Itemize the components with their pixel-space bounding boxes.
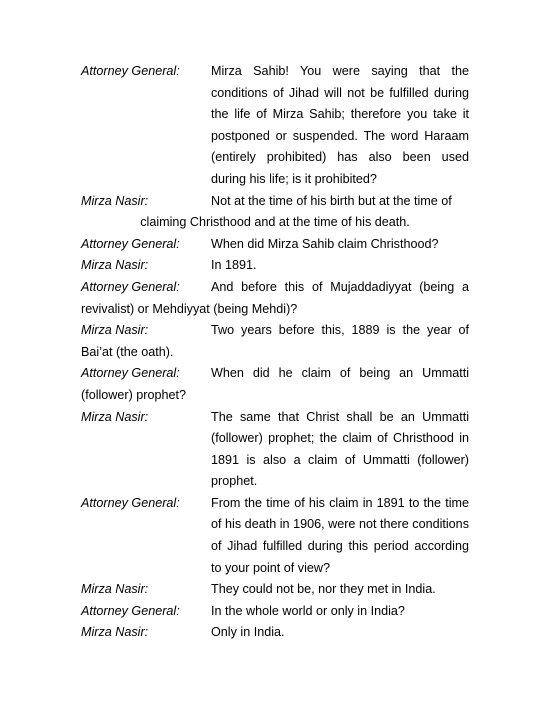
- speaker-label: Attorney General:: [81, 64, 180, 78]
- dialogue-entry: [81, 579, 469, 601]
- dialogue-entry: [81, 363, 469, 406]
- speaker-label: Mirza Nasir:: [81, 582, 149, 597]
- dialogue-entry: [81, 493, 469, 579]
- speaker-label: Mirza Nasir:: [81, 258, 149, 273]
- speaker-label: Attorney General:: [81, 236, 180, 251]
- dialogue-entry: [81, 277, 469, 320]
- dialogue-entry: [81, 61, 469, 191]
- speech-text: From the time of his claim in 1891 to the time of his death in 1906, were not there conditions of Jihad fulfilled during this period according to your point of view?: [211, 495, 469, 575]
- dialogue-entry: [81, 255, 469, 277]
- speech-text: In the whole world or only in India?: [211, 603, 405, 618]
- speaker-label: Mirza Nasir:: [81, 193, 149, 208]
- speech-text: In 1891.: [211, 258, 257, 273]
- dialogue-entry: [81, 622, 469, 644]
- speech-text: The same that Christ shall be an Ummatti (follower) prophet; the claim of Christhood in 1891 is also a claim of Ummatti (follower) prophet.: [211, 409, 469, 489]
- speech-text: Mirza Sahib! You were saying that the conditions of Jihad will not be fulfilled during the life of Mirza Sahib; therefore you take it postponed or suspended. The word Haraam (entirely prohibited) has also been used during his life; is it prohibited?: [211, 64, 469, 186]
- speech-text: When did he claim of being an Ummatti (follower) prophet?: [81, 366, 469, 402]
- speech-text: Not at the time of his birth but at the time of: [211, 193, 452, 208]
- speaker-label: Attorney General:: [81, 366, 180, 381]
- dialogue-entry: [81, 407, 469, 493]
- speaker-label: Mirza Nasir:: [81, 323, 149, 338]
- speaker-label: Attorney General:: [81, 279, 180, 294]
- speech-text: When did Mirza Sahib claim Christhood?: [211, 236, 439, 251]
- speaker-label: Mirza Nasir:: [81, 625, 149, 640]
- speech-continuation: claiming Christhood and at the time of his death.: [140, 215, 410, 230]
- speaker-label: Attorney General:: [81, 603, 180, 618]
- speech-text: Two years before this, 1889 is the year of Bai’at (the oath).: [81, 323, 469, 359]
- dialogue-entry: [81, 320, 469, 363]
- speech-text: Only in India.: [211, 625, 285, 640]
- transcript: [81, 61, 469, 644]
- dialogue-entry: [81, 191, 469, 234]
- speech-text: They could not be, nor they met in India.: [211, 582, 436, 597]
- speech-text: And before this of Mujaddadiyyat (being a revivalist) or Mehdiyyat (being Mehdi)?: [81, 279, 469, 316]
- dialogue-entry: [81, 234, 469, 256]
- dialogue-entry: [81, 601, 469, 623]
- speaker-label: Attorney General:: [81, 495, 180, 510]
- speaker-label: Mirza Nasir:: [81, 409, 149, 424]
